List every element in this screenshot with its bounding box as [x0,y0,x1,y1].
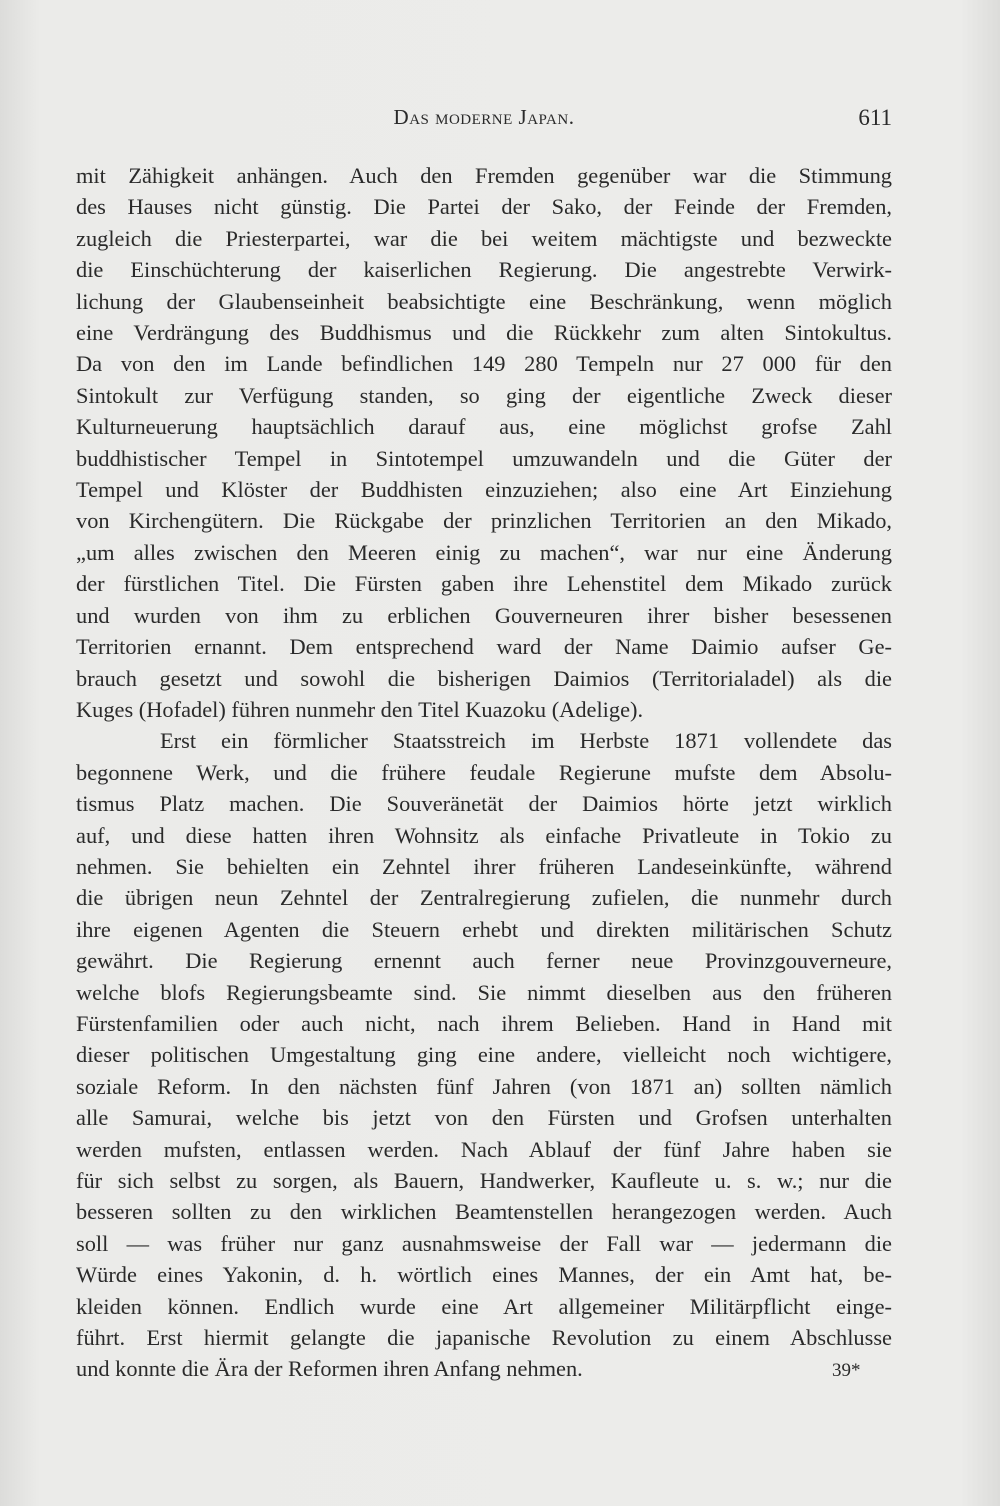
text-line: und wurden von ihm zu erblichen Gouverneuren ihrer bisher besessenen [76,602,892,628]
text-line: lichung der Glaubenseinheit beabsichtigte eine Beschränkung, wenn möglich [76,288,892,314]
text-line: Sintokult zur Verfügung standen, so ging der eigentliche Zweck dieser [76,382,892,408]
text-line: Tempel und Klöster der Buddhisten einzuziehen; also eine Art Einziehung [76,477,892,503]
text-line: mit Zähigkeit anhängen. Auch den Fremden gegenüber war die Stimmung [76,163,892,188]
text-line: der fürstlichen Titel. Die Fürsten gaben ihre Lehenstitel dem Mikado zurück [76,571,892,597]
text-line: Kulturneuerung hauptsächlich darauf aus, eine möglichst grofse Zahl [76,414,892,440]
text-line: auf, und diese hatten ihren Wohnsitz als einfache Privatleute in Tokio zu [76,822,892,848]
text-line: begonnene Werk, und die frühere feudale Regierune mufste dem Absolu- [76,759,892,785]
text-line: Kuges (Hofadel) führen nunmehr den Titel Kuazoku (Adelige). [76,696,644,722]
text-line: des Hauses nicht günstig. Die Partei der Sako, der Feinde der Fremden, [76,194,892,220]
text-line: die übrigen neun Zehntel der Zentralregierung zufielen, die nunmehr durch [76,885,892,911]
running-title: Das moderne Japan. [393,105,575,129]
page-header [76,105,892,141]
text-line: Da von den im Lande befindlichen 149 280 Tempeln nur 27 000 für den [76,351,892,377]
text-line: soll — was früher nur ganz ausnahmsweise der Fall war — jedermann die [76,1230,892,1256]
text-line: eine Verdrängung des Buddhismus und die Rückkehr zum alten Sintokultus. [76,320,892,346]
text-line: werden mufsten, entlassen werden. Nach Ablauf der fünf Jahre haben sie [76,1136,892,1162]
text-line: nehmen. Sie behielten ein Zehntel ihrer früheren Landeseinkünfte, während [76,853,892,879]
text-line: gewährt. Die Regierung ernennt auch ferner neue Provinzgouverneure, [76,948,892,974]
text-line: brauch gesetzt und sowohl die bisherigen Daimios (Territorialadel) als die [76,665,892,691]
text-line: Fürstenfamilien oder auch nicht, nach ihrem Belieben. Hand in Hand mit [76,1010,892,1036]
text-line: besseren sollten zu den wirklichen Beamtenstellen herangezogen werden. Auch [76,1199,892,1225]
signature-mark: 39* [832,1360,861,1381]
text-line: soziale Reform. In den nächsten fünf Jahren (von 1871 an) sollten nämlich [76,1073,892,1099]
text-line: die Einschüchterung der kaiserlichen Regierung. Die angestrebte Verwirk- [76,257,892,283]
text-line: zugleich die Priesterpartei, war die bei weitem mächtigste und bezweckte [76,225,892,251]
text-line: „um alles zwischen den Meeren einig zu machen“, war nur eine Änderung [76,539,892,565]
text-line: Würde eines Yakonin, d. h. wörtlich eines Mannes, der ein Amt hat, be- [76,1262,892,1288]
page-number: 611 [858,105,892,130]
body-text [76,160,892,1385]
text-line: tismus Platz machen. Die Souveränetät der Daimios hörte jetzt wirklich [76,791,892,817]
text-line: Erst ein förmlicher Staatsstreich im Herbste 1871 vollendete das [160,728,892,754]
text-line: dieser politischen Umgestaltung ging eine andere, vielleicht noch wichtigere, [76,1042,892,1068]
text-line: alle Samurai, welche bis jetzt von den Fürsten und Grofsen unterhalten [76,1105,892,1131]
text-line: kleiden können. Endlich wurde eine Art allgemeiner Militärpflicht einge- [76,1293,892,1319]
text-line: ihre eigenen Agenten die Steuern erhebt und direkten militärischen Schutz [76,916,892,942]
text-line: und konnte die Ära der Reformen ihren Anfang nehmen. [76,1356,583,1382]
text-line: buddhistischer Tempel in Sintotempel umzuwandeln und die Güter der [76,445,892,471]
text-line: für sich selbst zu sorgen, als Bauern, Handwerker, Kaufleute u. s. w.; nur die [76,1168,892,1193]
text-line: führt. Erst hiermit gelangte die japanische Revolution zu einem Abschlusse [76,1325,892,1351]
text-line: welche blofs Regierungsbeamte sind. Sie nimmt dieselben aus den früheren [76,979,892,1005]
text-line: Territorien ernannt. Dem entsprechend ward der Name Daimio aufser Ge- [76,634,892,660]
text-line: von Kirchengütern. Die Rückgabe der prinzlichen Territorien an den Mikado, [76,508,892,534]
